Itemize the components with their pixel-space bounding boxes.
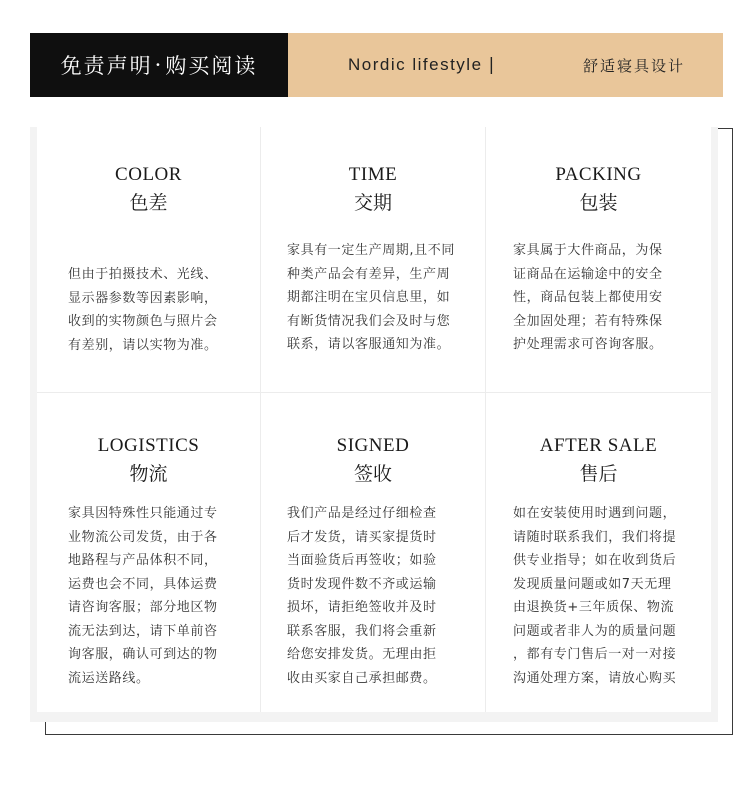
description-line: 全加固处理；若有特殊保 <box>513 313 663 329</box>
disclaimer-title-block <box>30 33 288 97</box>
description-line: 证商品在运输途中的安全 <box>513 266 663 282</box>
logistics-section <box>37 393 261 712</box>
section-title-cn: 包装 <box>579 192 618 214</box>
description-line: 地路程与产品体积不同， <box>68 553 218 568</box>
section-title-cn: 物流 <box>129 463 168 485</box>
signed-section <box>261 393 486 712</box>
description-line: 给您安排发货。无理由拒 <box>287 647 437 662</box>
description-line: 收由买家自己承担邮费。 <box>287 670 437 686</box>
color-section <box>37 127 261 393</box>
description-line: 当面验货后再签收；如验 <box>287 553 437 568</box>
title-dot: · <box>154 53 164 77</box>
description-line: ，都有专门售后一对一对接 <box>513 647 677 662</box>
section-title-en: COLOR <box>115 164 182 185</box>
description-line: 货时发现件数不齐或运输 <box>287 576 437 592</box>
description-line: 但由于拍摄技术、光线、 <box>68 267 218 282</box>
description-line: 沟通处理方案，请放心购买 <box>513 670 677 686</box>
description-line: 性，商品包装上都使用安 <box>513 290 663 305</box>
policy-grid <box>37 127 711 712</box>
description-line: 我们产品是经过仔细检查 <box>287 506 437 521</box>
description-line: 种类产品会有差异，生产周 <box>287 266 451 282</box>
description-line: 如在安装使用时遇到问题， <box>513 506 677 521</box>
brand-name: Nordic lifestyle <box>348 55 483 74</box>
description-line: 收到的实物颜色与照片会 <box>68 314 218 329</box>
header-banner <box>30 33 723 97</box>
description-line: 联系，请以客服通知为准。 <box>287 337 451 352</box>
description-line: 联系客服，我们将会重新 <box>287 623 437 639</box>
section-title-cn: 色差 <box>129 192 168 214</box>
section-title-en: LOGISTICS <box>97 435 200 456</box>
description-line: 请随时联系我们，我们将提 <box>513 529 677 545</box>
description-line: 有断货情况我们会及时与您 <box>287 313 451 329</box>
description-line: 家具有一定生产周期,且不同 <box>287 243 455 258</box>
section-description <box>486 239 711 357</box>
description-line: 显示器参数等因素影响， <box>68 290 218 306</box>
description-line: 发现质量问题或如7天无理 <box>513 576 672 592</box>
description-line: 护处理需求可咨询客服。 <box>513 337 663 352</box>
description-line: 问题或者非人为的质量问题 <box>513 623 677 639</box>
title-part1: 免责声明 <box>60 54 153 78</box>
decorative-frame-top <box>718 128 733 129</box>
section-description <box>37 263 260 357</box>
description-line: 家具因特殊性只能通过专 <box>68 506 218 521</box>
section-description <box>486 502 711 690</box>
description-line: 运费也会不同，具体运费 <box>68 576 218 592</box>
time-section <box>261 127 486 393</box>
description-line: 询客服，确认可到达的物 <box>68 647 218 662</box>
description-line: 流运送路线。 <box>68 670 150 686</box>
brand-separator: | <box>488 55 495 75</box>
section-title-en: AFTER SALE <box>539 435 658 456</box>
description-line: 期都注明在宝贝信息里，如 <box>287 290 451 305</box>
section-description <box>261 502 485 690</box>
section-title-cn: 售后 <box>579 463 618 485</box>
section-description <box>37 502 260 690</box>
packing-section <box>486 127 711 393</box>
description-line: 供专业指导；如在收到货后 <box>513 553 677 568</box>
description-line: 损坏，请拒绝签收并及时 <box>287 600 437 615</box>
section-title-cn: 交期 <box>353 192 392 214</box>
brand-block <box>288 33 723 97</box>
description-line: 由退换货+三年质保、物流 <box>513 600 675 615</box>
section-title-en: TIME <box>348 164 398 185</box>
section-title-en: PACKING <box>555 164 642 185</box>
description-line: 请咨询客服；部分地区物 <box>68 600 218 615</box>
brand-tagline: 舒适寝具设计 <box>582 56 685 75</box>
section-description <box>261 239 485 357</box>
description-line: 家具属于大件商品，为保 <box>513 243 663 258</box>
description-line: 后才发货，请买家提货时 <box>287 529 437 545</box>
section-title-en: SIGNED <box>336 435 410 456</box>
after-sale-section <box>486 393 711 712</box>
title-part2: 购买阅读 <box>165 54 258 78</box>
description-line: 业物流公司发货，由于各 <box>68 529 218 545</box>
description-line: 流无法到达，请下单前咨 <box>68 623 218 639</box>
description-line: 有差别，请以实物为准。 <box>68 337 218 353</box>
section-title-cn: 签收 <box>353 463 392 485</box>
